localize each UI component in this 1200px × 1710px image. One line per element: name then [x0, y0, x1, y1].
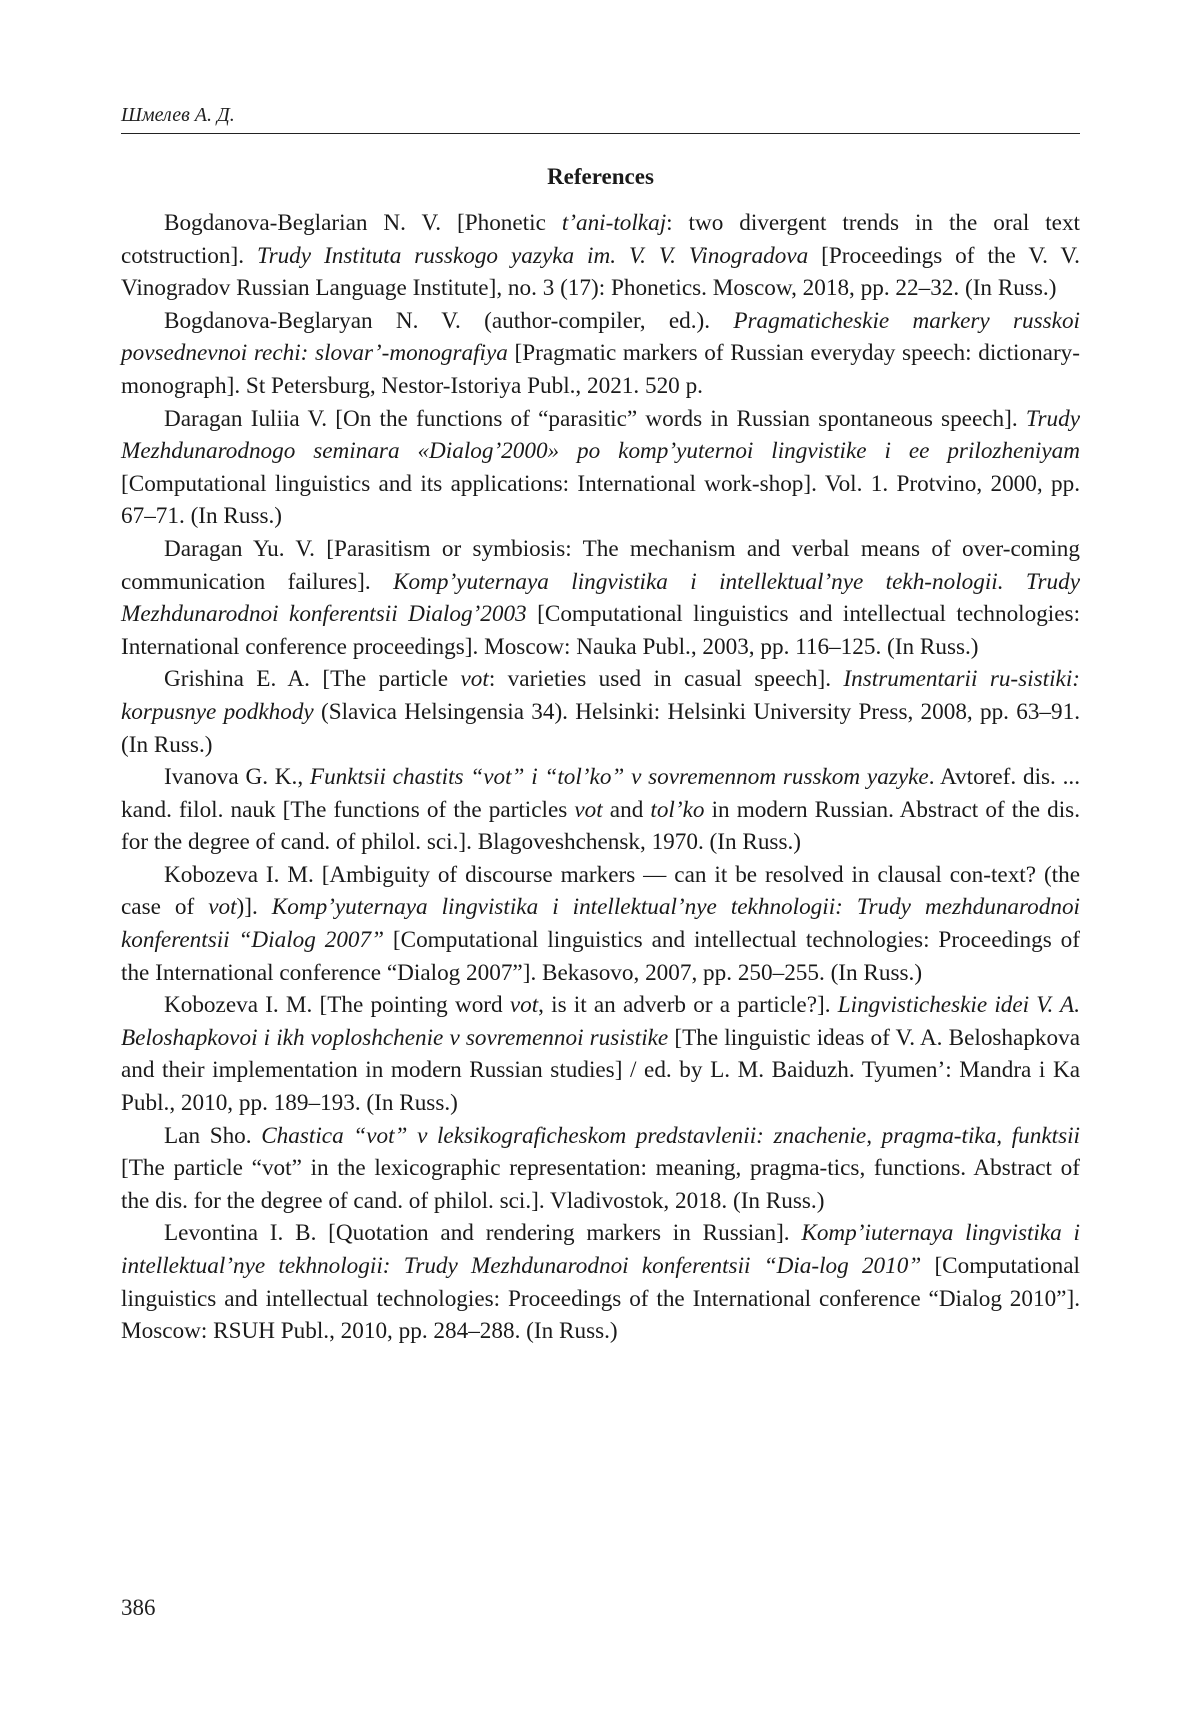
running-head: Шмелев А. Д. — [121, 104, 235, 126]
reference-text: Kobozeva I. M. [Ambiguity of discourse markers — can it be resolved in clausal con-text? (the case of — [121, 861, 1080, 921]
reference-italic-text: tol’ko — [650, 796, 705, 823]
reference-text: [Computational linguistics and intellectual technologies: Proceedings of the International conference “Dialog 2007”]. Bekasovo, 2007, pp. 250–255. (In Russ.) — [121, 927, 1080, 986]
reference-entry — [121, 859, 1080, 989]
reference-italic-text: Komp’yuternaya lingvistika i intellektual’nye tekhnologii: Trudy mezhdunarodnoi konferentsii “Dialog 2007” — [121, 894, 1080, 954]
reference-text: Daragan Yu. V. [Parasitism or symbiosis: The mechanism and verbal means of over-coming communication failures]. — [121, 535, 1080, 595]
reference-italic-text: vot — [574, 796, 603, 823]
reference-italic-text: Lingvisticheskie idei V. A. Beloshapkovoi i ikh voploshchenie v sovremennoi rusistike — [121, 992, 1080, 1051]
reference-text: Kobozeva I. M. [The pointing word — [164, 992, 510, 1019]
reference-text: : varieties used in casual speech]. — [488, 666, 844, 693]
reference-italic-text: vot — [208, 894, 237, 921]
reference-text: [Pragmatic markers of Russian everyday speech: dictionary-monograph]. St Petersburg, Nestor-Istoriya Publ., 2021. 520 p. — [121, 340, 1080, 399]
reference-list — [121, 207, 1080, 1348]
reference-text: Bogdanova-Beglarian N. V. [Phonetic — [164, 210, 562, 236]
reference-text: [Proceedings of the V. V. Vinogradov Russian Language Institute], no. 3 (17): Phonetics. Moscow, 2018, pp. 22–32. (In Russ.) — [121, 242, 1080, 302]
reference-text: [Computational linguistics and intellectual technologies: Proceedings of the International conference “Dialog 2010”]. Moscow: RSUH Publ., 2010, pp. 284–288. (In Russ.) — [121, 1253, 1080, 1345]
reference-italic-text: Pragmaticheskie markery russkoi povsednevnoi rechi: slovar’-monografiya — [121, 307, 1080, 367]
header-rule — [121, 133, 1080, 134]
reference-italic-text: Trudy Mezhdunarodnogo seminara «Dialog’2000» po komp’yuternoi lingvistike i ee prilozheniyam — [121, 405, 1080, 465]
reference-italic-text: Chastica “vot” v leksikograficheskom predstavlenii: znachenie, pragma-tika, funktsii — [261, 1122, 1080, 1149]
reference-text: (Slavica Helsingensia 34). Helsinki: Helsinki University Press, 2008, pp. 63–91. (In Russ.) — [121, 698, 1080, 758]
reference-italic-text: t’ani-tolkaj — [561, 210, 667, 236]
reference-text: [The linguistic ideas of V. A. Beloshapkova and their implementation in modern Russian studies] / ed. by L. M. Baiduzh. Tyumen’: Mandra i Ka Publ., 2010, pp. 189–193. (In Russ.) — [121, 1024, 1080, 1117]
reference-italic-text: vot — [509, 992, 539, 1019]
reference-text: [The particle “vot” in the lexicographic representation: meaning, pragma-tics, functions. Abstract of the dis. for the degree of cand. of philol. sci.]. Vladivostok, 2018. (In Russ.) — [121, 1155, 1080, 1214]
reference-entry — [121, 533, 1080, 663]
reference-italic-text: Trudy Instituta russkogo yazyka im. V. V. Vinogradova — [256, 242, 809, 269]
page-number: 386 — [121, 1595, 156, 1620]
reference-italic-text: Instrumentarii ru-sistiki: korpusnye podkhody — [121, 666, 1080, 725]
reference-italic-text: Funktsii chastits “vot” i “tol’ko” v sovremennom russkom yazyke — [309, 764, 929, 791]
reference-text: Lan Sho. — [164, 1122, 262, 1149]
reference-text: Grishina E. A. [The particle — [164, 666, 461, 693]
reference-text: in modern Russian. Abstract of the dis. for the degree of cand. of philol. sci.]. Blagoveshchensk, 1970. (In Russ.) — [121, 796, 1081, 856]
reference-text: )]. — [236, 894, 272, 921]
reference-text: Levontina I. B. [Quotation and rendering markers in Russian]. — [164, 1220, 802, 1247]
reference-entry — [121, 1217, 1080, 1347]
reference-italic-text: vot — [460, 666, 489, 693]
section-title: References — [547, 164, 654, 189]
reference-text: Bogdanova-Beglaryan N. V. (author-compiler, ed.). — [164, 307, 734, 334]
reference-entry — [121, 1120, 1080, 1218]
reference-text: Ivanova G. K., — [164, 764, 310, 791]
reference-text: Daragan Iuliia V. [On the functions of “parasitic” words in Russian spontaneous speech]. — [164, 405, 1026, 432]
reference-entry — [121, 305, 1080, 403]
reference-text: , is it an adverb or a particle?]. — [538, 992, 838, 1019]
reference-text: : two divergent trends in the oral text cotstruction]. — [121, 210, 1081, 269]
reference-italic-text: Komp’iuternaya lingvistika i intellektual’nye tekhnologii: Trudy Mezhdunarodnoi konferentsii “Dia-log 2010” — [121, 1220, 1080, 1279]
reference-entry — [121, 403, 1080, 533]
reference-text: . Avtoref. dis. ... kand. filol. nauk [The functions of the particles — [121, 764, 1081, 823]
reference-entry — [121, 207, 1080, 305]
reference-entry — [121, 989, 1080, 1119]
reference-entry — [121, 663, 1080, 761]
reference-italic-text: Komp’yuternaya lingvistika i intellektual’nye tekh-nologii. Trudy Mezhdunarodnoi konferentsii Dialog’2003 — [121, 568, 1081, 628]
reference-text: and — [602, 796, 651, 823]
reference-entry — [121, 761, 1080, 859]
reference-text: [Computational linguistics and intellectual technologies: International conference proceedings]. Moscow: Nauka Publ., 2003, pp. 116–125. (In Russ.) — [121, 601, 1081, 660]
reference-text: [Computational linguistics and its applications: International work-shop]. Vol. 1. Protvino, 2000, pp. 67–71. (In Russ.) — [121, 470, 1080, 530]
